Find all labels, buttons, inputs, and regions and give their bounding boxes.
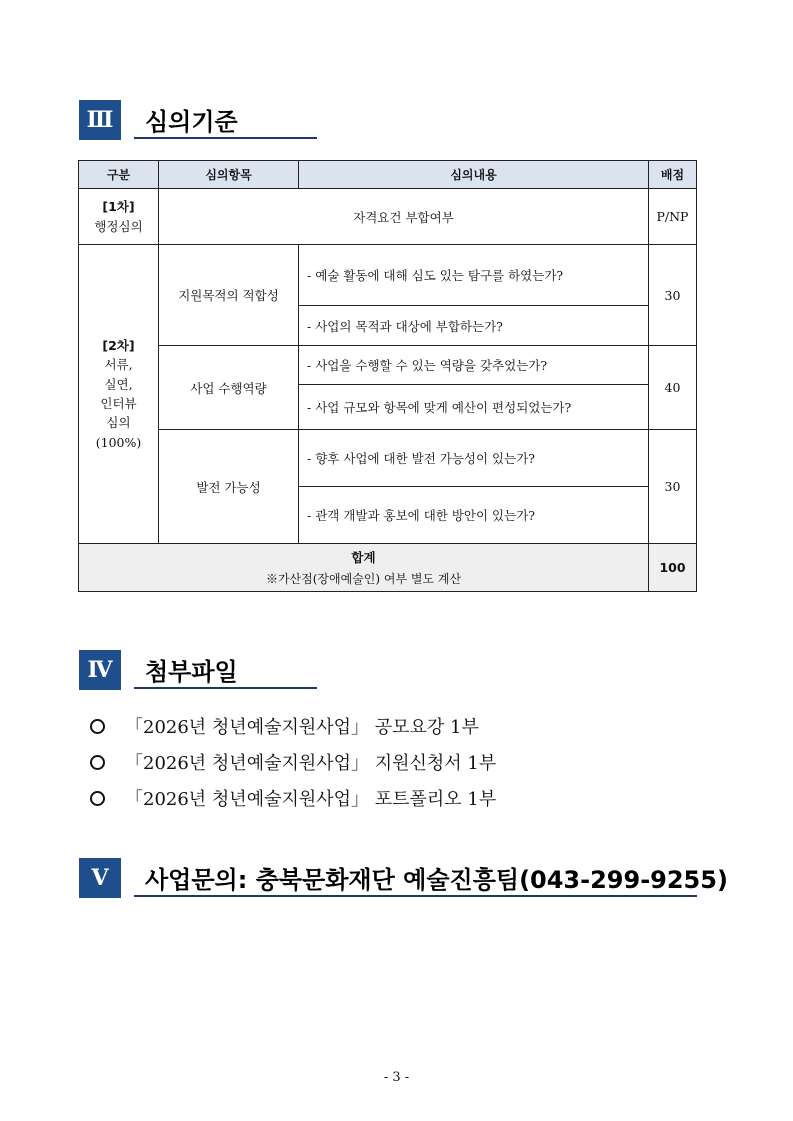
item-name: 사업 수행역량: [159, 346, 299, 430]
list-item: [90, 744, 496, 780]
section-numeral: Ⅴ: [79, 858, 121, 898]
stage2-sub-line: 인터뷰: [100, 396, 137, 411]
total-score: 100: [649, 544, 697, 592]
section-title: 심의기준: [145, 108, 238, 136]
item-name: 지원목적의 적합성: [159, 245, 299, 346]
page-number: - 3 -: [383, 1070, 410, 1085]
section-numeral: Ⅲ: [79, 100, 121, 140]
list-item: [90, 780, 496, 816]
item-name: 발전 가능성: [159, 430, 299, 544]
item-score: 30: [649, 430, 697, 544]
content-line: - 예술 활동에 대해 심도 있는 탐구를 하였는가?: [299, 245, 649, 306]
stage2-sub-line: 실연,: [104, 376, 133, 392]
item-score: 40: [649, 346, 697, 430]
section-underline: [134, 137, 317, 139]
circle-bullet-icon: [90, 791, 105, 806]
stage2-sub-line: (100%): [95, 434, 142, 450]
stage1-label: [1차]: [102, 199, 135, 215]
stage2-label: [2차]: [102, 337, 135, 353]
content-line: - 향후 사업에 대한 발전 가능성이 있는가?: [299, 430, 649, 487]
stage2-sub-line: 서류,: [104, 357, 133, 373]
criteria-table: [78, 160, 697, 592]
total-cell: [79, 544, 649, 592]
content-line: - 사업의 목적과 대상에 부합하는가?: [299, 306, 649, 346]
content-line: - 관객 개발과 홍보에 대한 방안이 있는가?: [299, 487, 649, 544]
list-item: [90, 708, 496, 744]
section-numeral: Ⅳ: [79, 650, 121, 690]
stage2-sub-line: 심의: [106, 415, 131, 431]
attachment-text: 「2026년 청년예술지원사업」 공모요강 1부: [125, 717, 479, 738]
header-content: 심의내용: [299, 161, 649, 189]
circle-bullet-icon: [90, 719, 105, 734]
attachment-list: [90, 708, 496, 816]
header-score: 배점: [649, 161, 697, 189]
stage1-sub: 행정심의: [94, 218, 143, 234]
item-score: 30: [649, 245, 697, 346]
section-underline: [134, 895, 697, 897]
total-label: 합계: [351, 550, 376, 565]
circle-bullet-icon: [90, 755, 105, 770]
header-category: 구분: [79, 161, 159, 189]
content-line: - 사업을 수행할 수 있는 역량을 갖추었는가?: [299, 346, 649, 385]
attachment-text: 「2026년 청년예술지원사업」 포트폴리오 1부: [125, 789, 497, 810]
section-title: 사업문의: 충북문화재단 예술진흥팀(043-299-9255): [145, 866, 728, 894]
section-title: 첨부파일: [145, 658, 238, 686]
stage1-score: P/NP: [649, 189, 697, 245]
stage2-cell: [79, 245, 159, 544]
stage1-cell: [79, 189, 159, 245]
total-note: ※가산점(장애예술인) 여부 별도 계산: [265, 572, 462, 586]
stage1-content: 자격요건 부합여부: [159, 189, 649, 245]
section-underline: [134, 687, 317, 689]
header-item: 심의항목: [159, 161, 299, 189]
content-line: - 사업 규모와 항목에 맞게 예산이 편성되었는가?: [299, 385, 649, 430]
attachment-text: 「2026년 청년예술지원사업」 지원신청서 1부: [125, 753, 497, 774]
